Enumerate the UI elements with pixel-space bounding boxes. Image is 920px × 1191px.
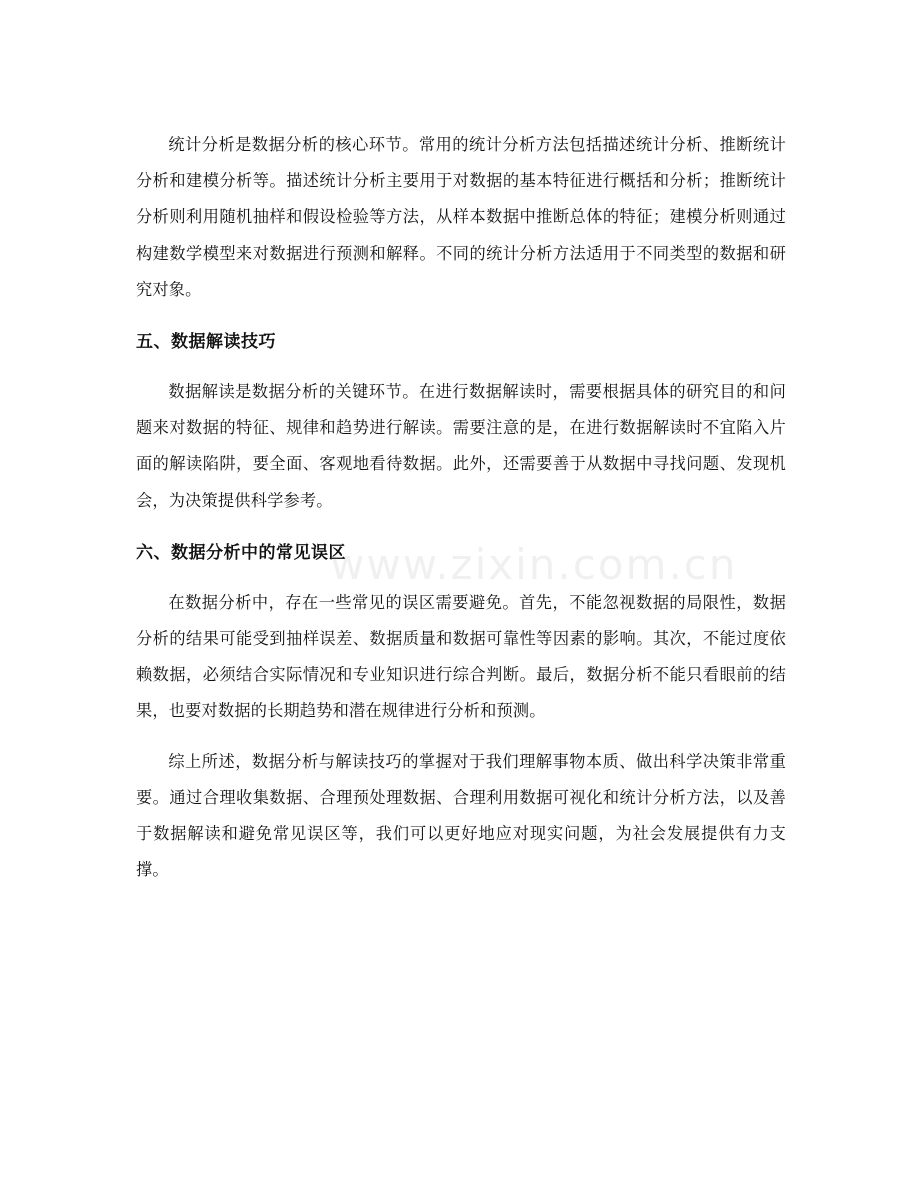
section-heading-common-mistakes: 六、数据分析中的常见误区	[136, 542, 346, 563]
document-body	[136, 127, 786, 888]
spacer	[136, 730, 786, 744]
section-heading-data-interpretation: 五、数据解读技巧	[136, 332, 276, 353]
paragraph-summary: 综上所述，数据分析与解读技巧的掌握对于我们理解事物本质、做出科学决策非常重要。通过合理收集数据、合理预处理数据、合理利用数据可视化和统计分析方法，以及善于数据解读和避免常见误区等，我们可以更好地应对现实问题，为社会发展提供有力支撑。	[136, 751, 786, 880]
spacer	[136, 571, 786, 585]
spacer	[136, 360, 786, 374]
paragraph-statistical-analysis: 统计分析是数据分析的核心环节。常用的统计分析方法包括描述统计分析、推断统计分析和建模分析等。描述统计分析主要用于对数据的基本特征进行概括和分析；推断统计分析则利用随机抽样和假设检验等方法，从样本数据中推断总体的特征；建模分析则通过构建数学模型来对数据进行预测和解释。不同的统计分析方法适用于不同类型的数据和研究对象。	[136, 135, 786, 299]
spacer	[136, 519, 786, 535]
paragraph-common-mistakes: 在数据分析中，存在一些常见的误区需要避免。首先，不能忽视数据的局限性，数据分析的结果可能受到抽样误差、数据质量和数据可靠性等因素的影响。其次，不能过度依赖数据，必须结合实际情况和专业知识进行综合判断。最后，数据分析不能只看眼前的结果，也要对数据的长期趋势和潜在规律进行分析和预测。	[136, 592, 786, 721]
watermark-text: www.zixin.com.cn	[330, 540, 738, 589]
paragraph-data-interpretation: 数据解读是数据分析的关键环节。在进行数据解读时，需要根据具体的研究目的和问题来对数据的特征、规律和趋势进行解读。需要注意的是，在进行数据解读时不宜陷入片面的解读陷阱，要全面、客观地看待数据。此外，还需要善于从数据中寻找问题、发现机会，为决策提供科学参考。	[136, 382, 786, 510]
spacer	[136, 308, 786, 324]
